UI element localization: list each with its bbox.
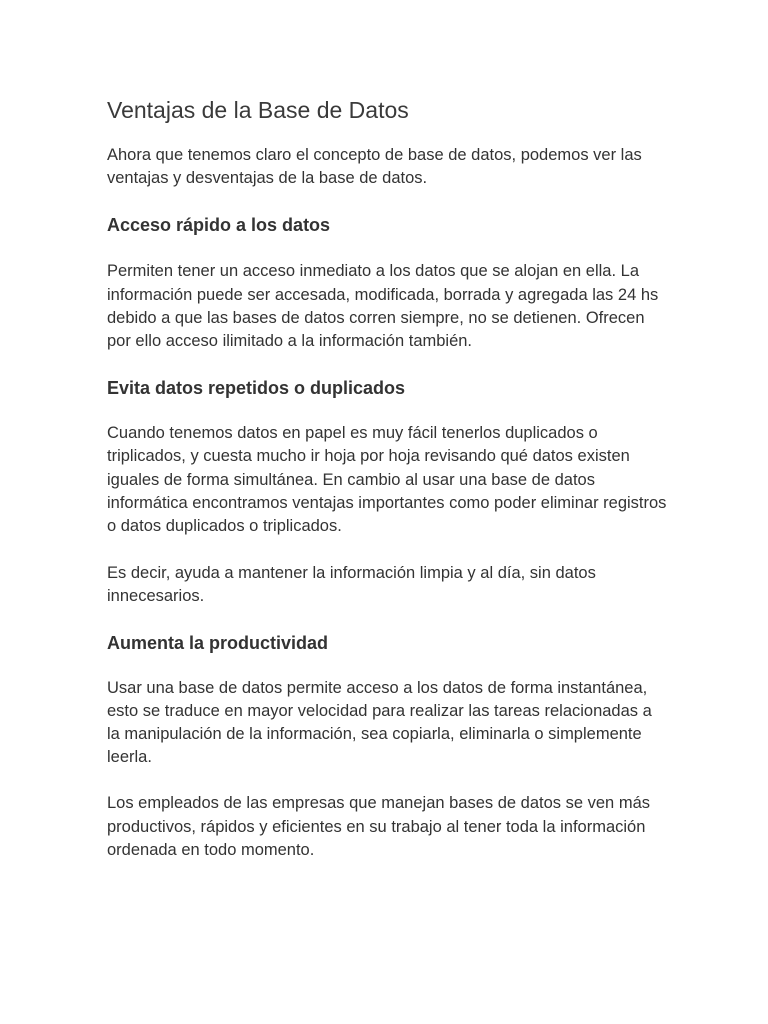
section-heading-acceso-rapido: Acceso rápido a los datos [107,215,331,236]
section-paragraph: Usar una base de datos permite acceso a los datos de forma instantánea, esto se traduce en mayor velocidad para realizar las tareas relacionadas a la manipulación de la información, sea copiarla, eliminarla o simplemente leerla. [107,678,652,767]
section-heading-evita-duplicados: Evita datos repetidos o duplicados [107,378,406,399]
section-heading-productividad: Aumenta la productividad [107,632,329,653]
section-paragraph: Los empleados de las empresas que manejan bases de datos se ven más productivos, rápidos y eficientes en su trabajo al tener toda la información ordenada en todo momento. [107,794,650,859]
document-title: Ventajas de la Base de Datos [107,97,409,123]
section-paragraph: Cuando tenemos datos en papel es muy fácil tenerlos duplicados o triplicados, y cuesta mucho ir hoja por hoja revisando qué datos existen iguales de forma simultánea. En cambio al usar una base de datos informática encontramos ventajas importantes como poder eliminar registros o datos duplicados o triplicados. [107,424,667,536]
section-paragraph: Es decir, ayuda a mantener la información limpia y al día, sin datos innecesarios. [107,564,596,606]
section-paragraph: Permiten tener un acceso inmediato a los datos que se alojan en ella. La información puede ser accesada, modificada, borrada y agregada las 24 hs debido a que las bases de datos corren siempre, no se detienen. Ofrecen por ello acceso ilimitado a la información también. [107,262,659,351]
intro-paragraph: Ahora que tenemos claro el concepto de base de datos, podemos ver las ventajas y desventajas de la base de datos. [107,146,642,188]
